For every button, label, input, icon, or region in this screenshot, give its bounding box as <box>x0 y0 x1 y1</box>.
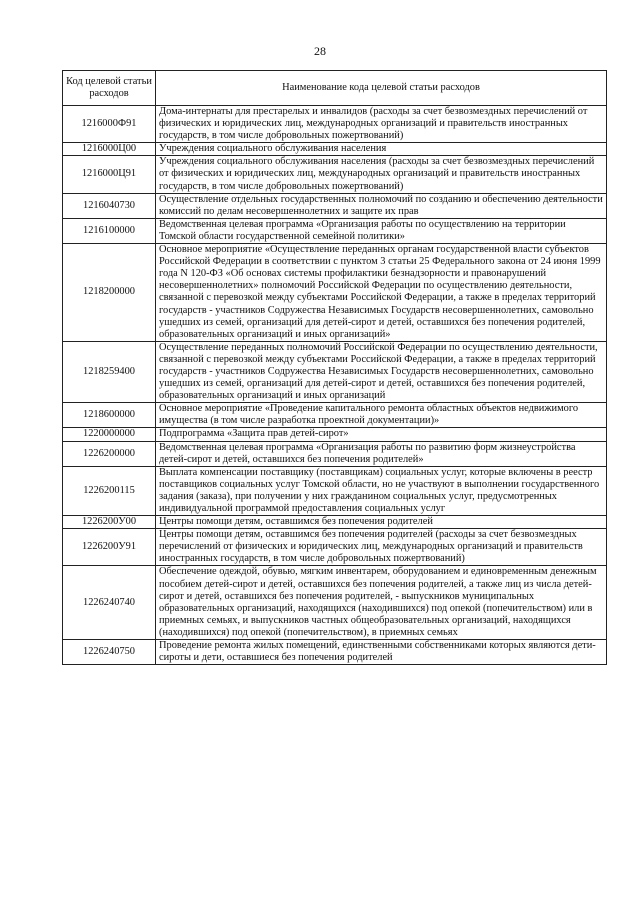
table-row <box>63 566 607 640</box>
row-name: Учреждения социального обслуживания населения <box>156 143 607 156</box>
table-row <box>63 529 607 566</box>
table-header-row <box>63 71 607 106</box>
row-name: Обеспечение одеждой, обувью, мягким инвентарем, оборудованием и единовременным денежным пособием детей-сирот и детей, оставшихся без попечения родителей, а также лиц из числа детей-сирот и детей, оставшихся без попечения родителей, - выпускников муниципальных образовательных организаций, находящихся (находившихся) под опекой (попечительством) или в приемных семьях, и выпускников частных общеобразовательных организаций, находящихся (находившихся) под опекой (попечительством), в приемных семьях <box>156 566 607 640</box>
row-name: Центры помощи детям, оставшимся без попечения родителей (расходы за счет безвозмездных перечислений от физических и юридических лиц, международных организаций и правительств иностранных государств, в том числе добровольных пожертвований) <box>156 529 607 566</box>
row-name: Центры помощи детям, оставшимся без попечения родителей <box>156 516 607 529</box>
row-code: 1216100000 <box>63 218 156 243</box>
row-code: 1226240740 <box>63 566 156 640</box>
table-row <box>63 403 607 428</box>
table-row <box>63 106 607 143</box>
header-name: Наименование кода целевой статьи расходов <box>156 71 607 106</box>
row-name: Учреждения социального обслуживания населения (расходы за счет безвозмездных перечислений от физических и юридических лиц, международных организаций и правительств иностранных государств, в том числе добровольных пожертвований) <box>156 156 607 193</box>
row-name: Дома-интернаты для престарелых и инвалидов (расходы за счет безвозмездных перечислений от физических и юридических лиц, международных организаций и правительств иностранных государств, в том числе добровольных пожертвований) <box>156 106 607 143</box>
row-code: 1218200000 <box>63 244 156 342</box>
table-row <box>63 341 607 402</box>
row-name: Проведение ремонта жилых помещений, единственными собственниками которых являются дети-сироты и дети, оставшиеся без попечения родителей <box>156 640 607 665</box>
table-row <box>63 516 607 529</box>
row-name: Подпрограмма «Защита прав детей-сирот» <box>156 428 607 441</box>
header-code: Код целевой статьи расходов <box>63 71 156 106</box>
row-code: 1226240750 <box>63 640 156 665</box>
table-row <box>63 193 607 218</box>
table-row <box>63 428 607 441</box>
row-name: Осуществление переданных полномочий Российской Федерации по осуществлению деятельности, связанной с перевозкой между субъектами Российской Федерации, а также в пределах территорий государств - участников Содружества Независимых Государств несовершеннолетних, самовольно ушедших из семей, организаций для детей-сирот и детей, оставшихся без попечения родителей, образовательных организаций и иных организаций <box>156 341 607 402</box>
row-code: 1226200000 <box>63 441 156 466</box>
table-body <box>63 106 607 665</box>
row-code: 1220000000 <box>63 428 156 441</box>
page-number: 28 <box>314 44 326 58</box>
table-row <box>63 218 607 243</box>
table-row <box>63 143 607 156</box>
table-row <box>63 156 607 193</box>
row-name: Ведомственная целевая программа «Организация работы по развитию форм жизнеустройства детей-сирот и детей, оставшихся без попечения родителей» <box>156 441 607 466</box>
row-code: 1218259400 <box>63 341 156 402</box>
row-name: Основное мероприятие «Проведение капитального ремонта областных объектов недвижимого имущества (в том числе разработка проектной документации)» <box>156 403 607 428</box>
table-row <box>63 244 607 342</box>
row-code: 1218600000 <box>63 403 156 428</box>
row-code: 1216000Ф91 <box>63 106 156 143</box>
row-name: Основное мероприятие «Осуществление переданных органам государственной власти субъектов Российской Федерации в соответствии с пунктом 3 статьи 25 Федерального закона от 24 июня 1999 года N 120-ФЗ «Об основах системы профилактики безнадзорности и правонарушений несовершеннолетних» полномочий Российской Федерации по осуществлению деятельности, связанной с перевозкой между субъектами Российской Федерации, а также в пределах территорий государств - участников Содружества Независимых Государств несовершеннолетних, самовольно ушедших из семей, организаций для детей-сирот и детей, оставшихся без попечения родителей, образовательных организаций и иных организаций» <box>156 244 607 342</box>
row-code: 1226200115 <box>63 466 156 515</box>
row-name: Ведомственная целевая программа «Организация работы по осуществлению на территории Томской области государственной семейной политики» <box>156 218 607 243</box>
table-row <box>63 640 607 665</box>
row-code: 1216000Ц91 <box>63 156 156 193</box>
row-name: Выплата компенсации поставщику (поставщикам) социальных услуг, которые включены в реестр поставщиков социальных услуг Томской области, но не участвуют в выполнении государственного задания (заказа), при получении у них гражданином социальных услуг, предусмотренных индивидуальной программой предоставления социальных услуг <box>156 466 607 515</box>
row-code: 1226200У00 <box>63 516 156 529</box>
row-code: 1216040730 <box>63 193 156 218</box>
table-row <box>63 466 607 515</box>
row-name: Осуществление отдельных государственных полномочий по созданию и обеспечению деятельности комиссий по делам несовершеннолетних и защите их прав <box>156 193 607 218</box>
table-row <box>63 441 607 466</box>
row-code: 1216000Ц00 <box>63 143 156 156</box>
row-code: 1226200У91 <box>63 529 156 566</box>
expenditure-codes-table <box>62 70 607 665</box>
